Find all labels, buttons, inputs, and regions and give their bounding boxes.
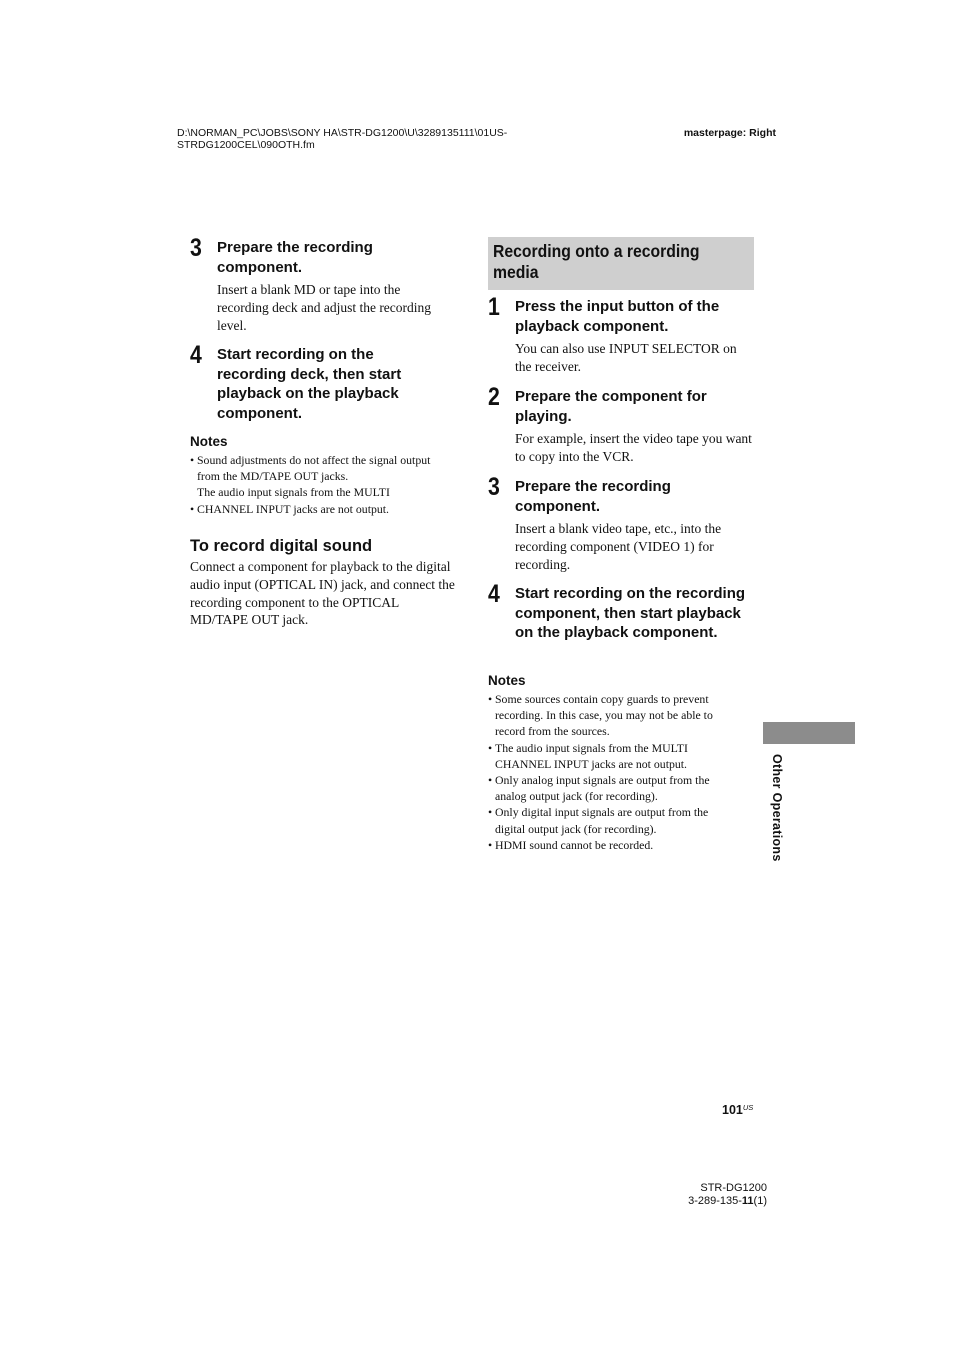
step-title: Prepare the recording component. [515,478,671,515]
note-item: • HDMI sound cannot be recorded. [488,837,654,852]
header-path-line1: D:\NORMAN_PC\JOBS\SONY HA\STR-DG1200\U\3289135111\01US- [177,127,508,139]
part-number: 3-289-135-11(1) [688,1194,767,1207]
page-number-value: 101 [722,1103,743,1117]
step-title: Start recording on the recording component, then start playback on the playback component. [515,585,746,641]
left-step-3 [190,236,460,334]
note-item: • Only analog input signals are output from the analog output jack (for recording). [488,773,710,804]
step-number: 2 [488,383,500,411]
note-item: • Some sources contain copy guards to prevent recording. In this case, you may not be able to record from the sources. [488,692,713,739]
page-number [722,1103,753,1117]
right-step-3 [488,475,758,573]
step-body: Insert a blank MD or tape into the recording deck and adjust the recording level. [217,282,432,333]
right-notes [488,673,738,853]
model-name: STR-DG1200 [700,1182,767,1194]
note-item: • Sound adjustments do not affect the signal output from the MD/TAPE OUT jacks. [190,453,431,484]
note-item: • Only digital input signals are output from the digital output jack (for recording). [488,805,709,836]
step-title: Prepare the recording component. [217,239,373,276]
right-step-4 [488,582,758,643]
step-title: Press the input button of the playback component. [515,298,720,335]
section-tab-label: Other Operations [770,754,784,862]
step-number: 4 [488,580,500,608]
step-title: Start recording on the recording deck, then start playback on the playback component. [217,346,402,422]
step-body: Insert a blank video tape, etc., into the recording component (VIDEO 1) for recording. [515,521,722,572]
digital-sound-body: Connect a component for playback to the digital audio input (OPTICAL IN) jack, and connect the recording component to the OPTICAL MD/TAPE OUT jack. [190,559,455,628]
step-number: 4 [190,341,202,369]
step-number: 3 [488,473,500,501]
step-body: You can also use INPUT SELECTOR on the receiver. [515,341,737,374]
model-code [688,1182,767,1207]
right-step-2 [488,385,758,466]
step-body: For example, insert the video tape you want to copy into the VCR. [515,431,752,464]
step-number: 3 [190,234,202,262]
header-file-path [177,127,557,151]
notes-title: Notes [190,434,228,449]
header-path-line2: STRDG1200CEL\090OTH.fm [177,139,315,151]
step-title: Prepare the component for playing. [515,388,707,425]
section-title-box [488,237,754,290]
left-notes [190,434,455,517]
section-title: Recording onto a recording media [493,241,700,282]
left-step-4 [190,343,460,423]
right-step-1 [488,295,758,376]
header-masterpage: masterpage: Right [683,127,776,139]
note-item: • The audio input signals from the MULTI CHANNEL INPUT jacks are not output. [488,740,688,771]
digital-sound-heading: To record digital sound [190,537,373,555]
step-number: 1 [488,293,500,321]
page-number-suffix: US [742,1103,754,1112]
section-tab-marker [763,722,855,744]
notes-title: Notes [488,673,526,688]
note-item: •The audio input signals from the MULTI CHANNEL INPUT jacks are not output. [190,485,390,516]
